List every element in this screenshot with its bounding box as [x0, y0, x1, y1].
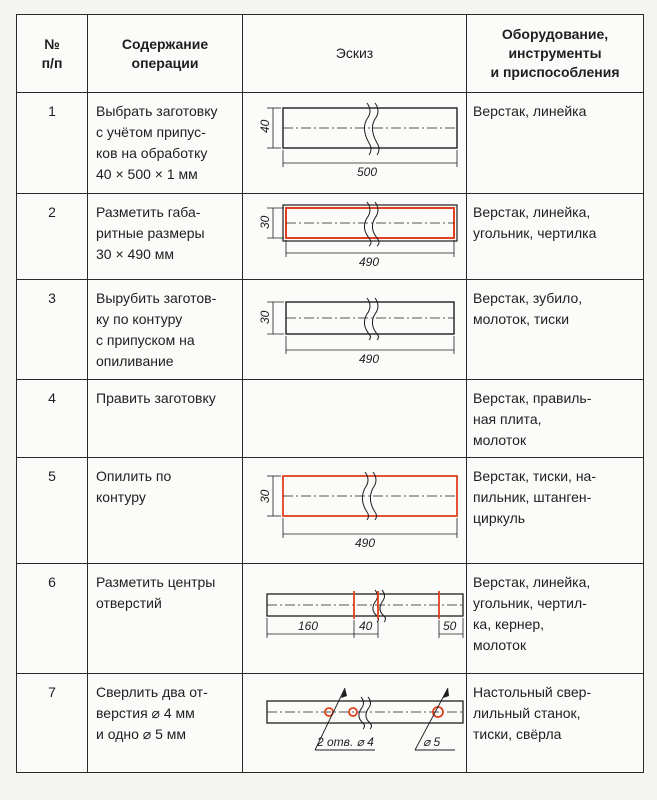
table-row — [17, 194, 644, 280]
sketch-hole-centers — [243, 564, 467, 672]
equipment-text: Верстак, правиль- ная плита, молоток — [467, 380, 644, 458]
row-number: 6 — [17, 564, 88, 674]
operation-text: Разметить габа- ритные размеры 30 × 490 мм — [88, 194, 243, 280]
dim-length: 490 — [359, 352, 380, 366]
hole-label-4mm: 2 отв. ⌀ 4 — [317, 735, 374, 749]
operation-text: Опилить по контуру — [88, 458, 243, 564]
equipment-text: Верстак, линейка, угольник, чертилка — [467, 194, 644, 280]
dim-160: 160 — [298, 619, 319, 633]
sketch-cell-empty — [243, 380, 467, 458]
sketch-cell — [243, 280, 467, 380]
sketch-drilling — [243, 674, 467, 771]
operation-text: Вырубить заготов- ку по контуру с припуском на опиливание — [88, 280, 243, 380]
equipment-text: Верстак, зубило, молоток, тиски — [467, 280, 644, 380]
sketch-blank-40x500 — [243, 93, 467, 192]
row-number: 1 — [17, 93, 88, 194]
row-number: 3 — [17, 280, 88, 380]
sketch-marking-30x490 — [243, 194, 467, 278]
equipment-text: Настольный свер- лильный станок, тиски, свёрла — [467, 674, 644, 773]
sketch-cut-30x490 — [243, 280, 467, 378]
equipment-text: Верстак, линейка — [467, 93, 644, 194]
header-equipment: Оборудование, инструменты и приспособления — [467, 15, 644, 93]
dim-50: 50 — [443, 619, 457, 633]
table-row — [17, 93, 644, 194]
dim-length: 490 — [355, 536, 376, 550]
operation-text: Править заготовку — [88, 380, 243, 458]
dim-height: 30 — [258, 489, 272, 503]
header-num: № п/п — [17, 15, 88, 93]
dim-height: 40 — [258, 119, 272, 133]
sketch-cell — [243, 194, 467, 280]
row-number: 5 — [17, 458, 88, 564]
sketch-cell — [243, 564, 467, 674]
dim-length: 490 — [359, 255, 380, 269]
dim-length: 500 — [357, 165, 378, 179]
table-row — [17, 564, 644, 674]
sketch-cell — [243, 674, 467, 773]
equipment-text: Верстак, линейка, угольник, чертил- ка, кернер, молоток — [467, 564, 644, 674]
header-sketch: Эскиз — [243, 15, 467, 93]
operation-text: Выбрать заготовку с учётом припус- ков на обработку 40 × 500 × 1 мм — [88, 93, 243, 194]
row-number: 2 — [17, 194, 88, 280]
table-row — [17, 380, 644, 458]
header-operation: Содержание операции — [88, 15, 243, 93]
operation-text: Разметить центры отверстий — [88, 564, 243, 674]
row-number: 4 — [17, 380, 88, 458]
dim-40: 40 — [359, 619, 373, 633]
operation-text: Сверлить два от- верстия ⌀ 4 мм и одно ⌀ 5 мм — [88, 674, 243, 773]
table-header-row — [17, 15, 644, 93]
table-row — [17, 458, 644, 564]
sketch-cell — [243, 93, 467, 194]
equipment-text: Верстак, тиски, на- пильник, штанген- циркуль — [467, 458, 644, 564]
operations-table — [16, 14, 644, 773]
sketch-cell — [243, 458, 467, 564]
row-number: 7 — [17, 674, 88, 773]
dim-height: 30 — [258, 215, 272, 229]
hole-label-5mm: ⌀ 5 — [423, 735, 441, 749]
sketch-filed-30x490 — [243, 458, 467, 562]
dim-height: 30 — [258, 310, 272, 324]
table-row — [17, 280, 644, 380]
table-row — [17, 674, 644, 773]
